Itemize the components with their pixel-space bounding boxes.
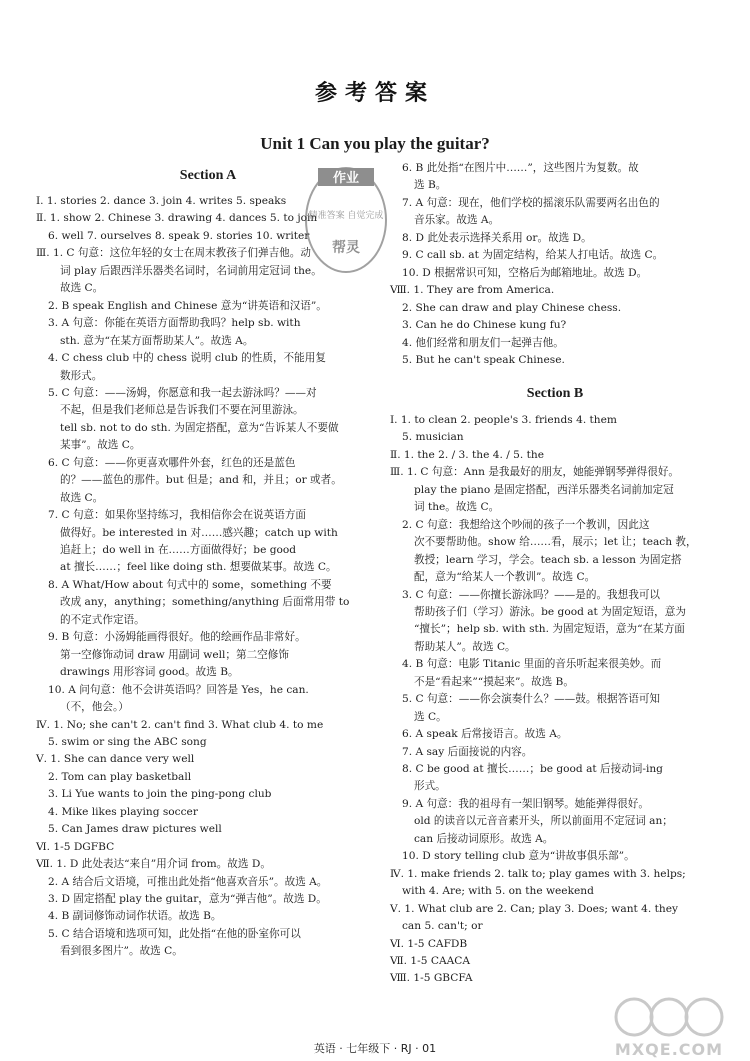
answer-line: 6. C 句意：——你更喜欢哪件外套，红色的还是蓝色 xyxy=(48,456,296,469)
answer-line: 做得好。be interested in 对……感兴趣；catch up with xyxy=(60,526,338,539)
answer-line: 6. A speak 后常接语言。故选 A。 xyxy=(402,728,568,741)
answer-line: 第一空修饰动词 draw 用副词 well；第二空修饰 xyxy=(60,648,289,661)
answer-line: 8. C be good at 擅长……；be good at 后接动词-ing xyxy=(402,763,663,775)
answer-line: 10. D story telling club 意为“讲故事俱乐部”。 xyxy=(402,850,635,863)
answer-line: 4. B 句意：电影 Titanic 里面的音乐听起来很美妙。而 xyxy=(402,658,662,671)
answer-line: 3. Li Yue wants to join the ping-pong club xyxy=(48,788,272,801)
answer-line: 追赶上；do well in 在……方面做得好；be good xyxy=(60,544,297,556)
answer-line: 2. A 结合后文语境，可推出此处指“他喜欢音乐”。故选 A。 xyxy=(48,875,328,888)
answer-line: 7. A 句意：现在，他们学校的摇滚乐队需要两名出色的 xyxy=(402,196,660,209)
answer-line: 4. C chess club 中的 chess 说明 club 的性质，不能用复 xyxy=(48,352,326,365)
answer-line: Ⅰ. 1. stories 2. dance 3. join 4. writes 5. speaks xyxy=(36,195,287,207)
answer-line: 的不定式作定语。 xyxy=(60,613,145,626)
watermark-logo-icon xyxy=(594,993,744,1039)
answer-line: Ⅴ. 1. What club are 2. Can; play 3. Does; want 4. they xyxy=(390,902,678,915)
answer-line: 改成 any，anything；something/anything 后面常用带 to xyxy=(60,596,350,609)
answer-line: 故选 C。 xyxy=(60,491,104,504)
answer-line: Ⅱ. 1. show 2. Chinese 3. drawing 4. dances 5. to join xyxy=(36,212,318,225)
answer-line: drawings 用形容词 good。故选 B。 xyxy=(60,666,239,679)
answer-line: Ⅵ. 1-5 CAFDB xyxy=(390,937,468,950)
answer-line: 5. swim or sing the ABC song xyxy=(48,735,207,748)
answer-line: 2. Tom can play basketball xyxy=(48,770,192,783)
right-column xyxy=(390,0,720,1030)
answer-line: 9. C call sb. at 为固定结构，给某人打电话。故选 C。 xyxy=(402,249,664,262)
answer-line: 5. Can James draw pictures well xyxy=(48,823,222,836)
page-footer: 英语 · 七年级下 · RJ · 01 xyxy=(313,1042,437,1055)
answer-line: 帮助某人”。故选 C。 xyxy=(414,640,516,653)
answer-line: 7. C 句意：如果你坚持练习，我相信你会在说英语方面 xyxy=(48,509,307,522)
answer-line: Ⅱ. 1. the 2. / 3. the 4. / 5. the xyxy=(390,448,544,461)
section-b-heading: Section B xyxy=(526,386,584,401)
answer-line: （不，他会。） xyxy=(60,701,129,714)
answer-line: 故选 C。 xyxy=(60,282,104,295)
answer-line: 5. C 句意：——汤姆，你愿意和我一起去游泳吗？——对 xyxy=(48,386,317,399)
answer-line: “擅长”；help sb. with sth. 为固定短语，意为“在某方面 xyxy=(414,623,685,636)
answer-line: Ⅷ. 1. They are from America. xyxy=(390,284,555,297)
answer-line: 10. D 根据常识可知，空格后为邮箱地址。故选 D。 xyxy=(402,266,648,279)
answer-line: 3. C 句意：——你擅长游泳吗？——是的。我想我可以 xyxy=(402,588,661,601)
answer-line: 看到很多图片”。故选 C。 xyxy=(60,945,183,958)
svg-text:精准答案 自觉完成: 精准答案 自觉完成 xyxy=(308,211,384,221)
answer-line: Ⅲ. 1. C 句意：这位年轻的女士在周末教孩子们弹吉他。动 xyxy=(36,247,311,260)
answer-line: 2. C 句意：我想给这个吵闹的孩子一个教训，因此这 xyxy=(402,518,650,531)
answer-line: 数形式。 xyxy=(60,369,103,382)
answer-line: 3. A 句意：你能在英语方面帮助我吗？help sb. with xyxy=(48,317,301,330)
answer-line: sth. 意为“在某方面帮助某人”。故选 A。 xyxy=(60,334,254,347)
section-a-heading: Section A xyxy=(179,168,237,183)
answer-line: 2. B speak English and Chinese 意为“讲英语和汉语”。 xyxy=(48,299,327,312)
answer-line: 某事”。故选 C。 xyxy=(60,439,141,452)
answer-line: 10. A 问句意：他不会讲英语吗？回答是 Yes，he can. xyxy=(48,683,309,696)
answer-line: 6. B 此处指“在图片中……”，这些图片为复数。故 xyxy=(402,162,639,174)
page-title: 参考答案 xyxy=(314,81,435,106)
answer-line: 音乐家。故选 A。 xyxy=(414,214,500,227)
answer-line: 的？——蓝色的那件。but 但是；and 和，并且；or 或者。 xyxy=(60,474,342,487)
answer-line: 形式。 xyxy=(414,780,446,793)
answer-line: tell sb. not to do sth. 为固定搭配，意为“告诉某人不要做 xyxy=(60,421,339,434)
answer-line: 词 play 后跟西洋乐器类名词时，名词前用定冠词 the。 xyxy=(60,264,322,277)
answer-line: 8. D 此处表示选择关系用 or。故选 D。 xyxy=(402,231,592,244)
answer-line: 次不要帮助他。show 给……看，展示；let 让；teach 教， xyxy=(414,536,697,549)
answer-line: can 后接动词原形。故选 A。 xyxy=(414,832,554,845)
answer-line: 不是“看起来”“摸起来”。故选 B。 xyxy=(414,675,574,688)
answer-line: 选 B。 xyxy=(414,179,447,192)
answer-line: 4. Mike likes playing soccer xyxy=(48,805,198,818)
answer-line: Ⅲ. 1. C 句意：Ann 是我最好的朋友，她能弹钢琴弹得很好。 xyxy=(390,466,680,479)
answer-line: 选 C。 xyxy=(414,710,447,723)
answer-line: Ⅰ. 1. to clean 2. people's 3. friends 4. them xyxy=(390,414,617,426)
answer-line: 6. well 7. ourselves 8. speak 9. stories 10. writer xyxy=(48,229,310,242)
watermark-text: MXQE.COM xyxy=(614,1040,724,1059)
answer-line: 配，意为“给某人一个教训”。故选 C。 xyxy=(414,571,596,584)
answer-line: 4. B 副词修饰动词作状语。故选 B。 xyxy=(48,910,222,923)
answer-line: Ⅶ. 1-5 CAACA xyxy=(390,954,470,967)
left-column xyxy=(36,0,380,1030)
corner-watermark xyxy=(594,993,744,1059)
stamp-watermark xyxy=(300,160,392,280)
answer-line: 不起，但是我们老师总是告诉我们不要在河里游泳。 xyxy=(60,404,304,417)
answer-line: 5. But he can't speak Chinese. xyxy=(402,353,565,366)
answer-line: 5. C 结合语境和选项可知，此处指“在他的卧室你可以 xyxy=(48,927,301,940)
answer-line: at 擅长……；feel like doing sth. 想要做某事。故选 C。 xyxy=(60,561,337,574)
answer-line: Ⅳ. 1. No; she can't 2. can't find 3. What club 4. to me xyxy=(36,718,324,731)
answer-line: 8. A What/How about 句式中的 some，something 不要 xyxy=(48,578,332,591)
answer-line: Ⅳ. 1. make friends 2. talk to; play games with 3. helps; xyxy=(390,867,686,880)
answer-line: old 的读音以元音音素开头，所以前面用不定冠词 an； xyxy=(414,815,673,828)
answer-line: Ⅴ. 1. She can dance very well xyxy=(36,753,195,766)
answer-line: play the piano 是固定搭配，西洋乐器类名词前加定冠 xyxy=(414,483,674,496)
answer-line: 3. Can he do Chinese kung fu? xyxy=(402,319,567,332)
answer-line: 词 the。故选 C。 xyxy=(414,501,500,514)
answer-line: with 4. Are; with 5. on the weekend xyxy=(402,885,594,898)
answer-line: 9. A 句意：我的祖母有一架旧钢琴。她能弹得很好。 xyxy=(402,797,649,810)
answer-line: 教授；learn 学习，学会。teach sb. a lesson 为固定搭 xyxy=(414,553,682,566)
answer-line: 7. A say 后面接说的内容。 xyxy=(402,745,533,758)
answer-line: 4. 他们经常和朋友们一起弹吉他。 xyxy=(402,336,564,349)
answer-line: Ⅶ. 1. D 此处表达“来自”用介词 from。故选 D。 xyxy=(36,858,271,871)
unit-title: Unit 1 Can you play the guitar? xyxy=(260,134,490,153)
answer-line: 9. B 句意：小汤姆能画得很好。他的绘画作品非常好。 xyxy=(48,631,306,644)
answer-line: 2. She can draw and play Chinese chess. xyxy=(402,301,622,314)
answer-line: 5. C 句意：——你会演奏什么？——鼓。根据答语可知 xyxy=(402,693,661,706)
answer-line: 3. D 固定搭配 play the guitar，意为“弹吉他”。故选 D。 xyxy=(48,893,327,905)
answer-line: Ⅷ. 1-5 GBCFA xyxy=(390,972,473,985)
answer-line: Ⅵ. 1-5 DGFBC xyxy=(36,840,115,853)
svg-text:帮灵: 帮灵 xyxy=(332,240,360,256)
answer-line: can 5. can't; or xyxy=(402,920,483,933)
svg-text:作业: 作业 xyxy=(332,171,360,186)
answer-line: 帮助孩子们（学习）游泳。be good at 为固定短语，意为 xyxy=(414,605,686,618)
answer-line: 5. musician xyxy=(402,431,464,444)
